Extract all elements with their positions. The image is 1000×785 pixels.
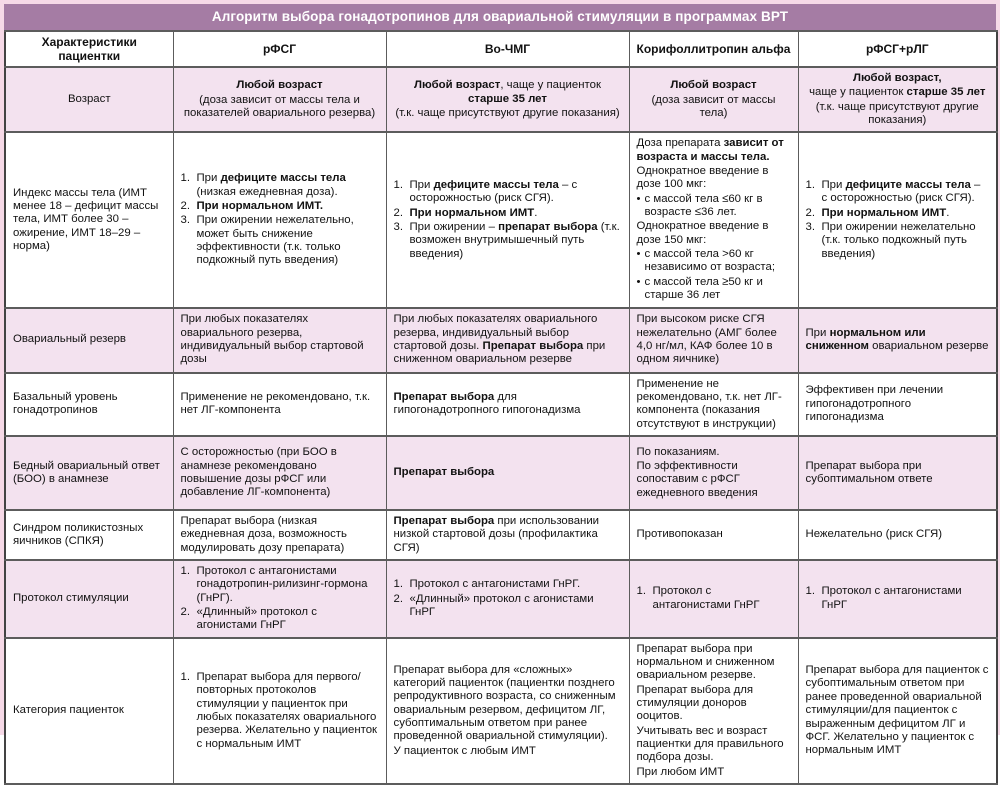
row-label: Базальный уровень гонадотропинов (5, 373, 173, 436)
table-row (5, 132, 997, 307)
table-cell: Препарат выбора при субоптимальном ответе (798, 436, 997, 510)
table-cell: Препарат выбора для «сложных» категорий пациенток (пациентки позднего репродуктивного возраста, со сниженным овариальным резервом, дефицитом ЛГ, субоптимальным ответом при ранее проведенной овариальной стимуляции). У пациенток с любым ИМТ (386, 638, 629, 784)
table-row (5, 436, 997, 510)
table-cell: Препарат выбора при использовании низкой стартовой дозы (профилактика СГЯ) (386, 510, 629, 560)
table-cell: Любой возраст, чаще у пациенток старше 35 лет (т.к. чаще присутствуют другие показания) (386, 67, 629, 132)
row-label: Индекс массы тела (ИМТ менее 18 – дефицит массы тела, ИМТ более 30 – ожирение, ИМТ 18–29 – норма) (5, 132, 173, 307)
table-cell: 1. При дефиците массы тела (низкая ежедневная доза). 2. При нормальном ИМТ. 3. При ожирении нежелательно, может быть снижение эффективности (т.к. только подкожный путь введения) (173, 132, 386, 307)
column-header-vo-chmg: Во-ЧМГ (386, 31, 629, 67)
table-cell: При высоком риске СГЯ нежелательно (АМГ более 4,0 нг/мл, КАФ более 10 в одном яичнике) (629, 308, 798, 373)
column-header-rfsg: рФСГ (173, 31, 386, 67)
table-cell: Любой возраст (доза зависит от массы тела) (629, 67, 798, 132)
table-cell: Применение не рекомендовано, т.к. нет ЛГ-компонента (173, 373, 386, 436)
table-cell: Применение не рекомендовано, т.к. нет ЛГ-компонента (показания отсутствуют в инструкции) (629, 373, 798, 436)
table-row (5, 560, 997, 638)
table-cell: Препарат выбора (низкая ежедневная доза, возможность модулировать дозу препарата) (173, 510, 386, 560)
table-row (5, 308, 997, 373)
table-title: Алгоритм выбора гонадотропинов для овариальной стимуляции в программах ВРТ (4, 4, 996, 30)
table-cell: 1. Препарат выбора для первого/ повторных протоколов стимуляции у пациенток при любых показателях овариального резерва. Желательно у пациенток с нормальным ИМТ (173, 638, 386, 784)
gonadotropin-algorithm-table (4, 30, 998, 785)
table-cell: Нежелательно (риск СГЯ) (798, 510, 997, 560)
row-label: Категория пациенток (5, 638, 173, 784)
table-cell: При нормальном или сниженном овариальном резерве (798, 308, 997, 373)
table-row (5, 373, 997, 436)
table-cell: 1. При дефиците массы тела – с осторожностью (риск СГЯ). 2. При нормальном ИМТ. 3. При ожирении – препарат выбора (т.к. возможен внутримышечный путь введения) (386, 132, 629, 307)
table-cell: Любой возраст (доза зависит от массы тела и показателей овариального резерва) (173, 67, 386, 132)
table-cell: По показаниям. По эффективности сопоставим с рФСГ ежедневного введения (629, 436, 798, 510)
table-cell: Доза препарата зависит от возраста и массы тела. Однократное введение в дозе 100 мкг: • с массой тела ≤60 кг в возрасте ≤36 лет. Однократное введение в дозе 150 мкг: • с массой тела >60 кг независимо от возраста; • с массой тела ≥50 кг и старше 36 лет (629, 132, 798, 307)
column-header-rfsg-rlg: рФСГ+рЛГ (798, 31, 997, 67)
table-row (5, 67, 997, 132)
column-header-corifollitropin: Корифоллитропин альфа (629, 31, 798, 67)
table-header (5, 31, 997, 67)
table-cell: Любой возраст, чаще у пациенток старше 35 лет (т.к. чаще присутствуют другие показания) (798, 67, 997, 132)
header-row (5, 31, 997, 67)
table-row (5, 638, 997, 784)
table-cell: 1. Протокол с антагонистами ГнРГ. 2. «Длинный» протокол с агонистами ГнРГ (386, 560, 629, 638)
table-cell: Эффективен при лечении гипогонадотропного гипогонадизма (798, 373, 997, 436)
table-cell: При любых показателях овариального резерва, индивидуальный выбор стартовой дозы (173, 308, 386, 373)
table-cell: Препарат выбора при нормальном и сниженном овариальном резерве. Препарат выбора для стимуляции доноров ооцитов. Учитывать вес и возраст пациентки для правильного подбора дозы. При любом ИМТ (629, 638, 798, 784)
table-row (5, 510, 997, 560)
row-label: Протокол стимуляции (5, 560, 173, 638)
table-cell: Противопоказан (629, 510, 798, 560)
table-cell: 1. Протокол с антагонистами ГнРГ (798, 560, 997, 638)
table-cell: 1. Протокол с антагонистами гонадотропин-рилизинг-гормона (ГнРГ). 2. «Длинный» протокол с агонистами ГнРГ (173, 560, 386, 638)
row-label: Овариальный резерв (5, 308, 173, 373)
row-label: Бедный овариальный ответ (БОО) в анамнезе (5, 436, 173, 510)
row-label: Возраст (5, 67, 173, 132)
table-cell: 1. При дефиците массы тела – с осторожностью (риск СГЯ). 2. При нормальном ИМТ. 3. При ожирении нежелательно (т.к. только подкожный путь введения) (798, 132, 997, 307)
table-body (5, 67, 997, 784)
table-cell: 1. Протокол с антагонистами ГнРГ (629, 560, 798, 638)
table-cell: Препарат выбора для гипогонадотропного гипогонадизма (386, 373, 629, 436)
table-cell: С осторожностью (при БОО в анамнезе рекомендовано повышение дозы рФСГ или добавление ЛГ-компонента) (173, 436, 386, 510)
table-cell: Препарат выбора для пациенток с субоптимальным ответом при ранее проведенной овариальной стимуляции/для пациенток с выраженным дефицитом ЛГ и ФСГ. Желательно у пациенток с нормальным ИМТ (798, 638, 997, 784)
row-label: Синдром поликистозных яичников (СПКЯ) (5, 510, 173, 560)
table-cell: При любых показателях овариального резерва, индивидуальный выбор стартовой дозы. Препарат выбора при сниженном овариальном резерве (386, 308, 629, 373)
table-cell: Препарат выбора (386, 436, 629, 510)
column-header-characteristics: Характеристики пациентки (5, 31, 173, 67)
